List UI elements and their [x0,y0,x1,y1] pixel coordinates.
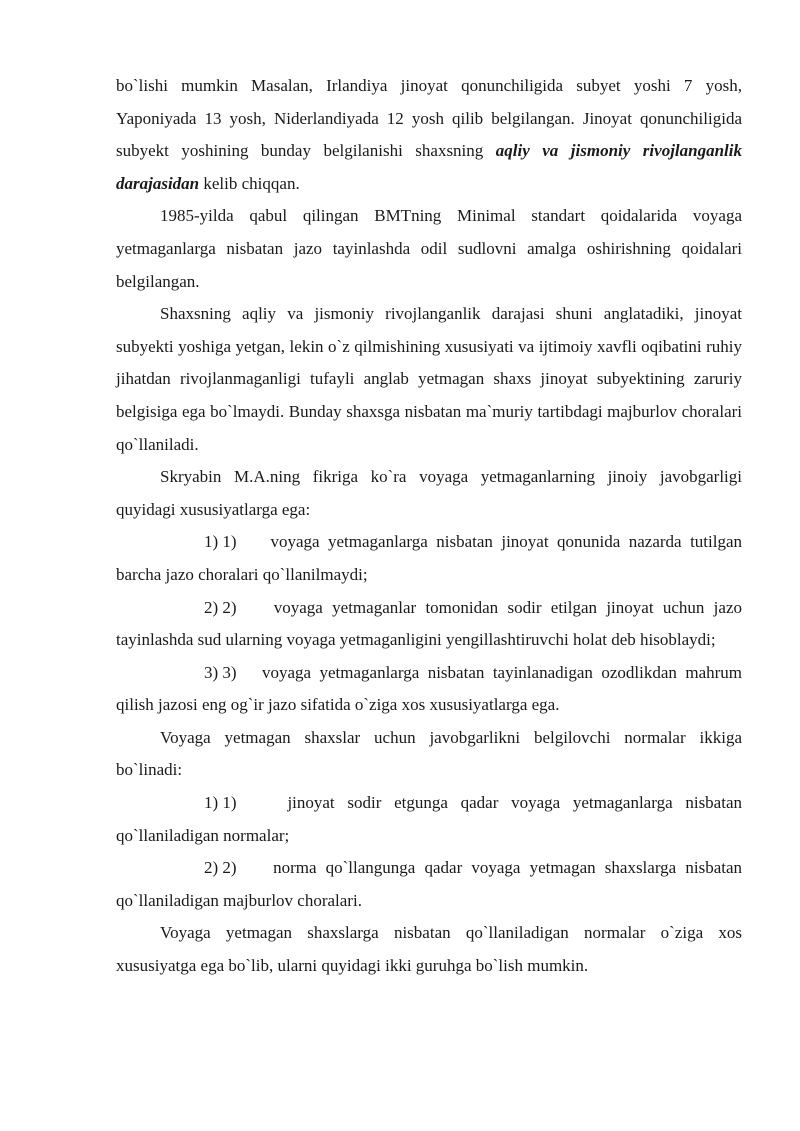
list-item [116,787,742,852]
paragraph-norms: Voyaga yetmagan shaxslar uchun javobgarlikni belgilovchi normalar ikkiga bo`linadi: [116,727,742,780]
paragraph-development-level: Shaxsning aqliy va jismoniy rivojlanganlik darajasi shuni anglatadiki, jinoyat subyekti yoshiga yetgan, lekin o`z qilmishining xususiyati va ijtimoiy xavfli oqibatini ruhiy jihatdan rivojlanmaganligi tufayli anglab yetmagan shaxs jinoyat subyektining zaruriy belgisiga ega bo`lmaydi. Bunday shaxsga nisbatan ma`muriy tartibdagi majburlov choralari qo`llaniladi. [116,304,742,454]
paragraph-un-rules: 1985-yilda qabul qilingan BMTning Minimal standart qoidalarida voyaga yetmaganlarga nisbatan jazo tayinlashda odil sudlovni amalga oshirishning qoidalari belgilangan. [116,206,742,291]
list-item [116,657,742,722]
list-text: voyaga yetmaganlarga nisbatan tayinlanadigan ozodlikdan mahrum qilish jazosi eng og`ir jazo sifatida o`ziga xos xususiyatlarga ega. [116,662,742,715]
paragraph-text: kelib chiqqan. [199,173,300,193]
list-item [116,852,742,917]
list-number: 2) 2) [204,597,237,617]
list-text: voyaga yetmaganlar tomonidan sodir etilgan jinoyat uchun jazo tayinlashda sud ularning voyaga yetmaganligini yengillashtiruvchi holat deb hisoblaydi; [116,597,742,650]
list-text: jinoyat sodir etgunga qadar voyaga yetmaganlarga nisbatan qo`llaniladigan normalar; [116,793,742,845]
list-text: norma qo`llangunga qadar voyaga yetmagan shaxslarga nisbatan qo`llaniladigan majburlov choralari. [116,858,743,910]
list-number: 1) 1) [204,532,237,552]
list-number: 1) 1) [204,793,237,813]
paragraph-age-of-subject [116,70,742,200]
paragraph-skryabin: Skryabin M.A.ning fikriga ko`ra voyaga yetmaganlarning jinoiy javobgarligi quyidagi xususiyatlarga ega: [116,467,742,519]
emphasis-text: aqliy va jismoniy rivojlanganlik darajasidan [116,141,742,193]
list-number: 3) 3) [204,662,237,682]
list-item [116,592,742,657]
paragraph-two-groups: Voyaga yetmagan shaxslarga nisbatan qo`llaniladigan normalar o`ziga xos xususiyatga ega bo`lib, ularni quyidagi ikki guruhga bo`lish mumkin. [116,923,742,976]
list-text: voyaga yetmaganlarga nisbatan jinoyat qonunida nazarda tutilgan barcha jazo choralari qo`llanilmaydi; [116,532,743,584]
list-number: 2) 2) [204,858,237,878]
paragraph-text: bo`lishi mumkin Masalan, Irlandiya jinoyat qonunchiligida subyet yoshi 7 yosh, Yaponiyada 13 yosh, Niderlandiyada 12 yosh qilib belgilangan. Jinoyat qonunchiligida subyekt yoshining bunday belgilanishi shaxsning [116,76,742,161]
list-item [116,526,742,591]
